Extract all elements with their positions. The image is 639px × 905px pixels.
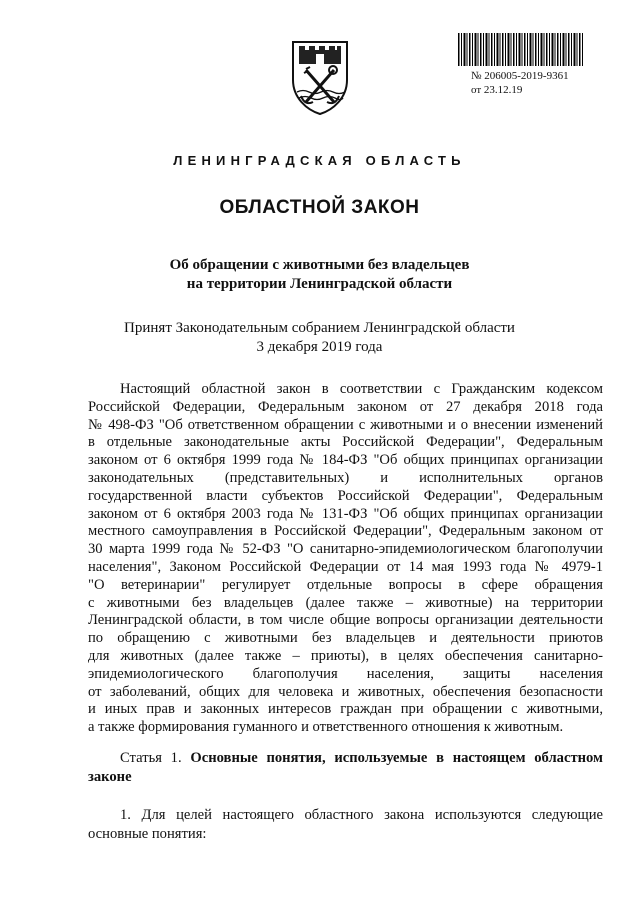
registration-stamp bbox=[471, 69, 569, 97]
preamble-line: и иных прав и законных интересов граждан при обращении с животными, bbox=[88, 701, 603, 718]
preamble-line: Российской Федерации, Федеральным законом от 27 декабря 2018 года bbox=[88, 398, 603, 415]
preamble-line: с животными без владельцев (далее также – животные) на территории bbox=[88, 594, 603, 611]
preamble-line: по обращению с животными без владельцев и деятельности приютов bbox=[88, 630, 603, 647]
article-number: Статья 1. bbox=[120, 750, 182, 766]
law-name bbox=[0, 256, 639, 294]
preamble-line: Настоящий областной закон в соответствии с Гражданским кодексом bbox=[120, 381, 603, 397]
preamble-line: а также формирования гуманного и ответственного отношения к животным. bbox=[88, 719, 564, 736]
item-line: основные понятия: bbox=[88, 826, 207, 842]
region-title: ЛЕНИНГРАДСКАЯ ОБЛАСТЬ bbox=[173, 153, 466, 168]
article-1-item-1 bbox=[88, 806, 603, 844]
preamble-line: № 498-ФЗ "Об ответственном обращении с животными и о внесении изменений bbox=[88, 416, 603, 433]
preamble-line: для животных (далее также – приюты), в целях обеспечения санитарно- bbox=[88, 647, 603, 664]
article-title-continuation: законе bbox=[88, 769, 132, 785]
preamble-line: "О ветеринарии" регулирует отдельные вопросы в сфере обращения bbox=[88, 576, 603, 593]
registration-number: № 206005-2019-9361 bbox=[471, 70, 569, 82]
registration-date: от 23.12.19 bbox=[471, 84, 523, 96]
coat-of-arms-icon bbox=[289, 40, 351, 116]
article-heading-line bbox=[88, 749, 603, 768]
law-type-heading: ОБЛАСТНОЙ ЗАКОН bbox=[219, 197, 420, 218]
preamble-line: законом от 6 октября 2003 года № 131-ФЗ "Об общих принципах организации bbox=[88, 505, 603, 522]
law-name-line: на территории Ленинградской области bbox=[186, 276, 453, 292]
adoption-note bbox=[0, 319, 639, 357]
article-title: Основные понятия, используемые в настоящем областном bbox=[190, 750, 603, 766]
preamble-line: 30 марта 1999 года № 52-ФЗ "О санитарно-эпидемиологическом благополучии bbox=[88, 541, 603, 558]
preamble-line: населения", Законом Российской Федерации от 14 мая 1993 года № 4979-1 bbox=[88, 558, 603, 575]
preamble-line: от заболеваний, общих для человека и животных, обеспечения безопасности bbox=[88, 683, 603, 700]
law-name-line: Об обращении с животными без владельцев bbox=[169, 257, 470, 273]
preamble-paragraph bbox=[88, 381, 603, 737]
preamble-line: законодательных (представительных) и исполнительных органов bbox=[88, 469, 603, 486]
preamble-line: Ленинградской области, в том числе общие вопросы организации деятельности bbox=[88, 612, 603, 629]
adoption-body: Принят Законодательным собранием Ленинградской области bbox=[124, 320, 515, 336]
barcode bbox=[458, 33, 584, 66]
preamble-line: местного самоуправления в Российской Федерации", Федеральным законом от bbox=[88, 523, 603, 540]
preamble-line: законом от 6 октября 1999 года № 184-ФЗ "Об общих принципах организации bbox=[88, 452, 603, 469]
preamble-line: в отдельные законодательные акты Российской Федерации", Федеральным bbox=[88, 434, 603, 451]
item-line: 1. Для целей настоящего областного закона используются следующие bbox=[120, 807, 603, 823]
article-1-heading bbox=[88, 749, 603, 787]
adoption-date: 3 декабря 2019 года bbox=[256, 339, 383, 355]
preamble-line: государственной власти субъектов Российской Федерации", Федеральным bbox=[88, 487, 603, 504]
preamble-line: эпидемиологического благополучия населения, защиты населения bbox=[88, 665, 603, 682]
